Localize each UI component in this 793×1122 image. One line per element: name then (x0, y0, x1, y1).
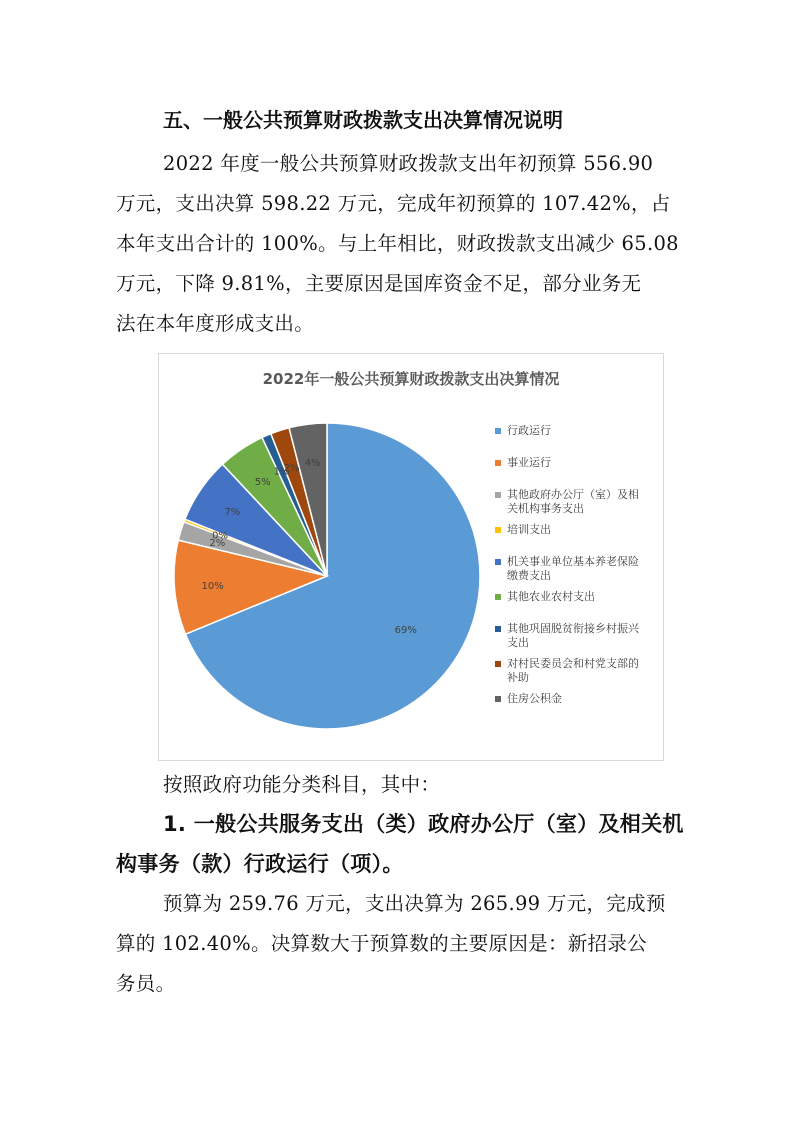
legend-label-3-0: 培训支出 (507, 523, 551, 536)
legend-swatch-5 (495, 594, 501, 600)
section-heading: 五、一般公共预算财政拨款支出决算情况说明 (163, 108, 563, 132)
legend-label-8-0: 住房公积金 (507, 692, 562, 705)
slice-label-4: 7% (224, 507, 241, 519)
legend-label-4-1: 缴费支出 (507, 569, 551, 582)
item1-body-line-3: 务员。 (116, 972, 176, 995)
legend-label-2-1: 关机构事务支出 (507, 502, 584, 515)
item1-title-line-2: 构事务（款）行政运行（项）。 (116, 852, 404, 876)
slice-label-2: 2% (209, 538, 226, 550)
legend-label-6-1: 支出 (507, 636, 529, 649)
legend-swatch-6 (495, 626, 501, 632)
legend-swatch-8 (495, 696, 501, 702)
chart-title: 2022年一般公共预算财政拨款支出决算情况 (262, 370, 560, 388)
slice-label-0: 69% (394, 624, 417, 636)
legend-swatch-0 (495, 428, 501, 434)
legend-swatch-4 (495, 559, 501, 565)
legend-swatch-3 (495, 527, 501, 533)
para1-line-2: 万元，支出决算 598.22 万元，完成年初预算的 107.42%，占 (116, 192, 671, 215)
pie-chart-frame (158, 353, 664, 761)
legend-label-1-0: 事业运行 (507, 456, 551, 469)
para1-line-4: 万元，下降 9.81%，主要原因是国库资金不足，部分业务无 (116, 272, 642, 295)
item1-title-line-1: 1. 一般公共服务支出（类）政府办公厅（室）及相关机 (163, 812, 684, 836)
legend-swatch-2 (495, 492, 501, 498)
para1-line-3: 本年支出合计的 100%。与上年相比，财政拨款支出减少 65.08 (116, 232, 679, 255)
legend-label-5-0: 其他农业农村支出 (507, 590, 595, 603)
legend-label-0-0: 行政运行 (507, 424, 551, 437)
slice-label-3: 0% (212, 530, 229, 542)
legend-label-4-0: 机关事业单位基本养老保险 (507, 555, 639, 568)
legend-label-7-1: 补助 (507, 671, 529, 684)
item1-body-line-2: 算的 102.40%。决算数大于预算数的主要原因是：新招录公 (116, 932, 647, 955)
slice-label-8: 4% (304, 458, 321, 470)
para1-line-5: 法在本年度形成支出。 (116, 312, 315, 335)
legend-label-7-0: 对村民委员会和村党支部的 (507, 657, 639, 670)
legend-label-6-0: 其他巩固脱贫衔接乡村振兴 (507, 622, 639, 635)
pie-slices (174, 423, 480, 729)
slice-label-1: 10% (201, 580, 224, 592)
pie-chart (159, 354, 663, 760)
legend-swatch-1 (495, 460, 501, 466)
item1-body-line-1: 预算为 259.76 万元，支出决算为 265.99 万元，完成预 (163, 892, 666, 915)
para2: 按照政府功能分类科目，其中： (163, 773, 441, 796)
slice-label-6: 1% (273, 466, 290, 478)
slice-label-7: 2% (283, 462, 300, 474)
legend-label-2-0: 其他政府办公厅（室）及相 (507, 488, 639, 501)
legend-swatch-7 (495, 661, 501, 667)
para1-line-1: 2022 年度一般公共预算财政拨款支出年初预算 556.90 (163, 152, 654, 175)
slice-label-5: 5% (254, 476, 271, 488)
chart-legend (495, 423, 640, 705)
